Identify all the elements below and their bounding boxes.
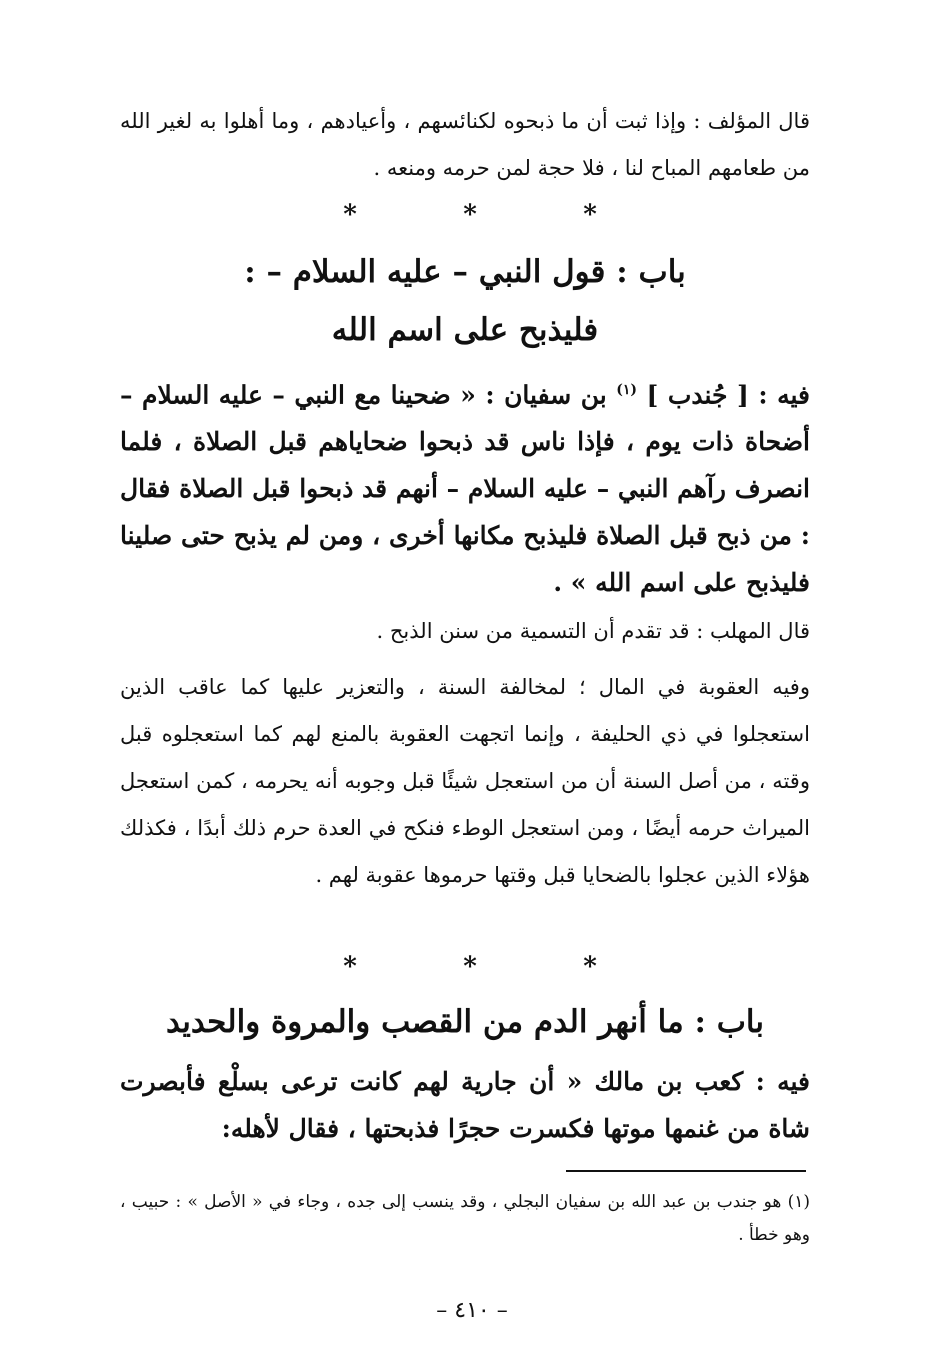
- chapter-title: باب : قول النبي – عليه السلام – :: [244, 254, 686, 290]
- page-number: – ٤١٠ –: [436, 1298, 508, 1323]
- hadith-prefix: فيه : [ جُندب ]: [646, 380, 810, 410]
- section-separator: [300, 200, 640, 230]
- hadith-text: بن سفيان : « ضحينا مع النبي – عليه السلام – أضحاة ذات يوم ، فإذا ناس قد ذبحوا ضحاياهم قبل الصلاة ، فلما انصرف رآهم النبي – عليه السلام – أنهم قد ذبحوا قبل الصلاة فقال : من ذبح قبل الصلاة فليذبح مكانها أخرى ، ومن لم يذبح حتى صلينا فليذبح على اسم الله » .: [120, 380, 810, 598]
- commentary-paragraph: وفيه العقوبة في المال ؛ لمخالفة السنة ، والتعزير عليها كما عاقب الذين استعجلوا في ذي الحليفة ، وإنما اتجهت العقوبة بالمنع لهم كما استعجلوه قبل وقته ، من أصل السنة أن من استعجل شيئًا قبل وجوبه أنه يحرمه ، كمن استعجل الميراث حرمه أيضًا ، ومن استعجل الوطء فنكح في العدة حرم ذلك أبدًا ، فكذلك هؤلاء الذين عجلوا بالضحايا قبل وقتها حرموها عقوبة لهم .: [120, 675, 810, 887]
- chapter-subtitle: فليذبح على اسم الله: [331, 312, 599, 348]
- separator-star: *: [583, 200, 597, 230]
- footnote-reference[interactable]: (١): [616, 382, 637, 398]
- footnote-divider: [566, 1170, 806, 1172]
- muhallab-comment: قال المهلب : قد تقدم أن التسمية من سنن الذبح .: [376, 619, 810, 643]
- separator-star: *: [463, 952, 477, 982]
- separator-star: *: [583, 952, 597, 982]
- section-separator: [300, 952, 640, 982]
- separator-star: *: [343, 952, 357, 982]
- separator-star: *: [343, 200, 357, 230]
- hadith-paragraph: فيه : كعب بن مالك « أن جارية لهم كانت ترعى بسلْع فأبصرت شاة من غنمها موتها فكسرت حجرًا فذبحتها ، فقال لأهله:: [120, 1067, 810, 1143]
- footnote: (١) هو جندب بن عبد الله بن سفيان البجلي ، وقد ينسب إلى جده ، وجاء في « الأصل » : حبيب ، وهو خطأ .: [120, 1192, 810, 1245]
- hadith-paragraph: [120, 367, 810, 606]
- separator-star: *: [463, 200, 477, 230]
- chapter-title: باب : ما أنهر الدم من القصب والمروة والحديد: [166, 1004, 764, 1040]
- intro-paragraph: قال المؤلف : وإذا ثبت أن ما ذبحوه لكنائسهم ، وأعيادهم ، وما أهلوا به لغير الله من طعامهم المباح لنا ، فلا حجة لمن حرمه ومنعه .: [120, 109, 810, 180]
